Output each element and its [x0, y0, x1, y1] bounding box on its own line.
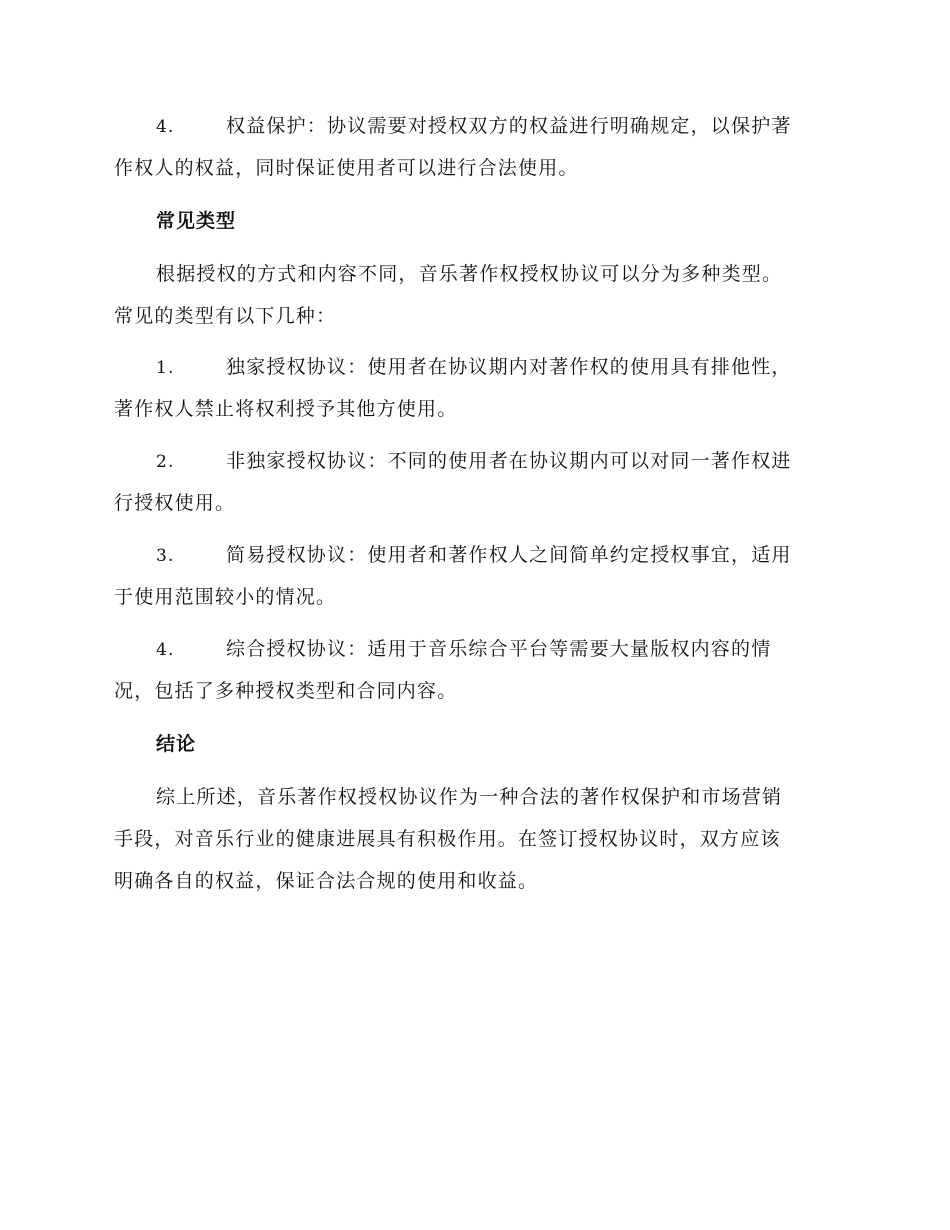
list-item-simple-license	[114, 534, 834, 618]
list-item-rights-protection	[114, 105, 834, 189]
list-item-text: 权益保护：协议需要对授权双方的权益进行明确规定，以保护著	[226, 115, 792, 137]
section-heading-common-types: 常见类型	[156, 210, 237, 232]
list-item-number: 4.	[156, 640, 175, 660]
list-item-text-continued: 于使用范围较小的情况。	[114, 586, 337, 608]
paragraph-line: 明确各自的权益，保证合法合规的使用和收益。	[114, 870, 539, 892]
paragraph-line: 综上所述，音乐著作权授权协议作为一种合法的著作权保护和市场营销	[156, 786, 783, 808]
list-item-text-continued: 行授权使用。	[114, 492, 236, 514]
list-item-number: 4.	[156, 117, 175, 137]
list-item-text: 综合授权协议：适用于音乐综合平台等需要大量版权内容的情	[226, 638, 772, 660]
list-item-non-exclusive-license	[114, 440, 834, 524]
section-heading-conclusion: 结论	[156, 733, 197, 755]
list-item-text-continued: 著作权人禁止将权利授予其他方使用。	[114, 398, 458, 420]
list-item-text: 简易授权协议：使用者和著作权人之间简单约定授权事宜，适用	[226, 544, 792, 566]
list-item-text-continued: 况，包括了多种授权类型和合同内容。	[114, 680, 458, 702]
list-item-text-continued: 作权人的权益，同时保证使用者可以进行合法使用。	[114, 157, 579, 179]
paragraph-line: 常见的类型有以下几种：	[114, 305, 337, 327]
paragraph-types-intro	[114, 253, 834, 337]
list-item-comprehensive-license	[114, 628, 834, 712]
list-item-number: 3.	[156, 546, 175, 566]
list-item-text: 非独家授权协议：不同的使用者在协议期内可以对同一著作权进	[226, 450, 792, 472]
list-item-number: 2.	[156, 452, 175, 472]
paragraph-line: 根据授权的方式和内容不同，音乐著作权授权协议可以分为多种类型。	[156, 263, 783, 285]
paragraph-conclusion	[114, 776, 834, 902]
list-item-exclusive-license	[114, 346, 834, 430]
list-item-number: 1.	[156, 358, 175, 378]
paragraph-line: 手段，对音乐行业的健康进展具有积极作用。在签订授权协议时，双方应该	[114, 828, 781, 850]
list-item-text: 独家授权协议：使用者在协议期内对著作权的使用具有排他性，	[226, 356, 792, 378]
